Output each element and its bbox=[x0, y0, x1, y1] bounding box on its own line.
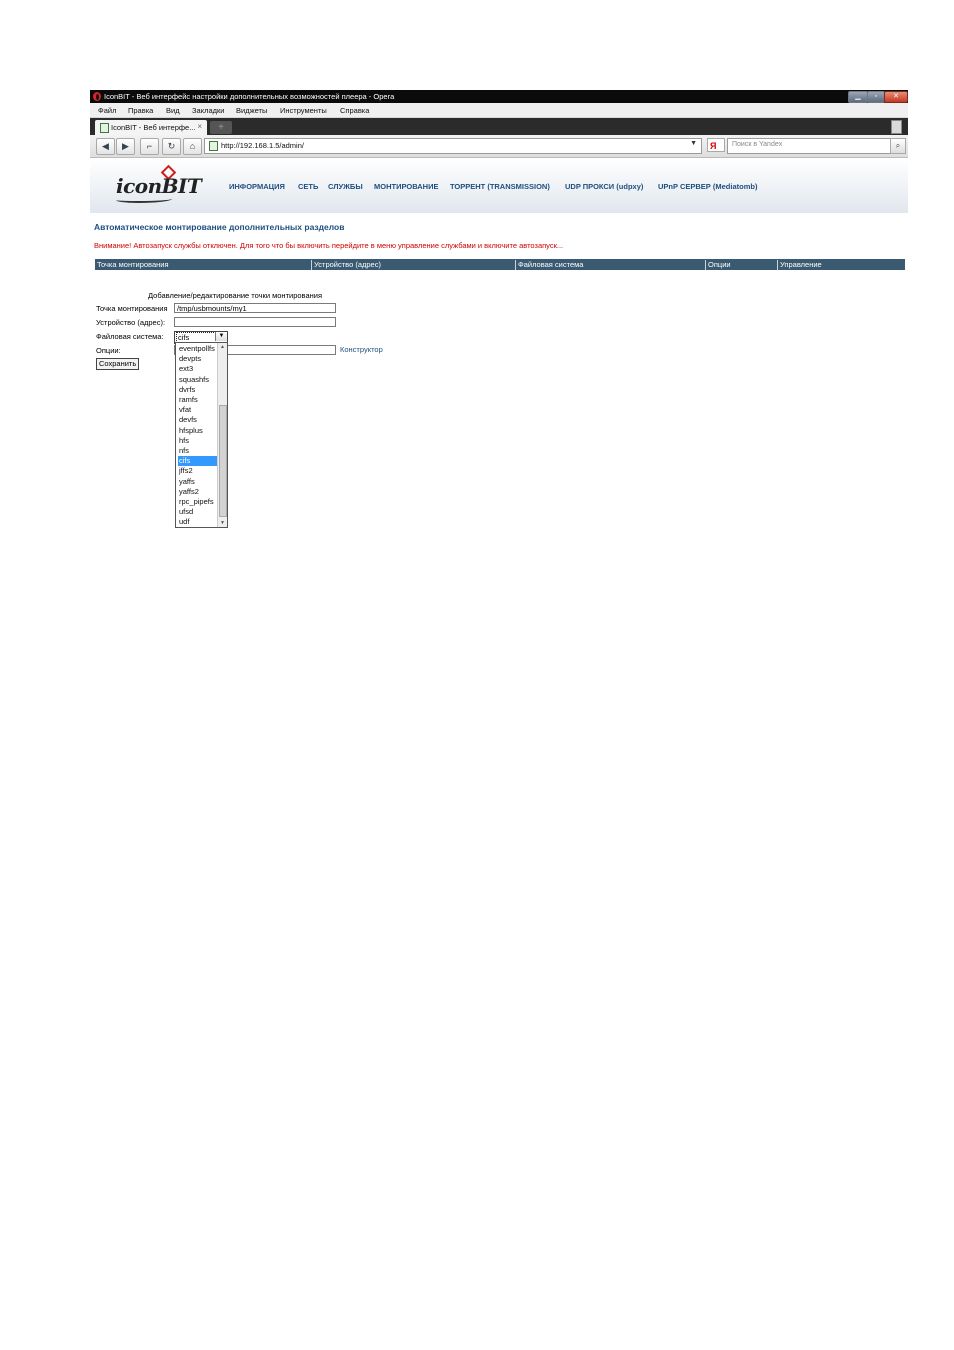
menu-bar bbox=[90, 103, 908, 118]
filesystem-option[interactable]: cifs bbox=[178, 456, 217, 466]
filesystem-selected-value: cifs bbox=[176, 332, 216, 343]
filesystem-option[interactable]: hfs bbox=[179, 435, 190, 445]
filesystem-option[interactable]: ext3 bbox=[179, 364, 194, 374]
nav-network[interactable]: СЕТЬ bbox=[298, 182, 319, 191]
address-url: http://192.168.1.5/admin/ bbox=[221, 141, 304, 150]
col-filesystem: Файловая система bbox=[515, 260, 705, 270]
address-dropdown-icon[interactable]: ▼ bbox=[690, 140, 697, 147]
navigation-bar bbox=[90, 135, 908, 158]
mount-point-input[interactable]: /tmp/usbmounts/my1 bbox=[174, 303, 336, 313]
search-icon[interactable]: ⌕ bbox=[890, 138, 906, 154]
filesystem-option[interactable]: ramfs bbox=[179, 395, 198, 404]
nav-torrent[interactable]: ТОРРЕНТ (TRANSMISSION) bbox=[450, 182, 550, 191]
mount-point-label: Точка монтирования bbox=[96, 304, 168, 313]
form-title: Добавление/редактирование точки монтирования bbox=[148, 291, 323, 300]
site-header bbox=[90, 158, 908, 213]
filesystem-option[interactable]: devpts bbox=[179, 354, 202, 364]
forward-button[interactable]: ▶ bbox=[116, 138, 135, 155]
device-input[interactable] bbox=[174, 317, 336, 327]
window-title: IconBIT - Веб интерфейс настройки дополнительных возможностей плеера - Opera bbox=[104, 92, 395, 101]
tab-bar bbox=[90, 118, 908, 135]
logo-swoosh-icon bbox=[116, 196, 172, 203]
tab-title: IconBIT - Веб интерфе... bbox=[111, 123, 196, 132]
filesystem-option[interactable]: squashfs bbox=[179, 374, 210, 384]
menu-edit[interactable]: Правка bbox=[128, 106, 154, 115]
address-favicon-icon bbox=[209, 141, 218, 151]
reload-button[interactable]: ↻ bbox=[162, 138, 181, 155]
back-button[interactable]: ◀ bbox=[96, 138, 115, 155]
filesystem-option[interactable]: udf bbox=[179, 517, 190, 527]
nav-udpxy[interactable]: UDP ПРОКСИ (udpxy) bbox=[565, 182, 644, 191]
scrollbar-thumb[interactable] bbox=[219, 405, 227, 517]
menu-bookmarks[interactable]: Закладки bbox=[192, 106, 225, 115]
menu-widgets[interactable]: Виджеты bbox=[236, 106, 268, 115]
address-bar[interactable] bbox=[204, 138, 702, 154]
page-favicon-icon bbox=[100, 123, 109, 133]
maximize-button[interactable]: ▫ bbox=[867, 91, 885, 103]
menu-tools[interactable]: Инструменты bbox=[280, 106, 327, 115]
filesystem-option[interactable]: yaffs2 bbox=[179, 486, 199, 496]
close-window-button[interactable]: ✕ bbox=[884, 91, 908, 103]
nav-upnp[interactable]: UPnP СЕРВЕР (Mediatomb) bbox=[658, 182, 758, 191]
options-label: Опции: bbox=[96, 346, 121, 355]
device-label: Устройство (адрес): bbox=[96, 318, 166, 327]
page-content bbox=[90, 158, 908, 530]
chevron-down-icon[interactable]: ▼ bbox=[215, 332, 227, 341]
col-device: Устройство (адрес) bbox=[311, 260, 515, 270]
new-tab-button[interactable]: + bbox=[210, 121, 232, 134]
opera-logo-icon bbox=[93, 92, 101, 101]
filesystem-option[interactable]: devfs bbox=[179, 415, 197, 425]
filesystem-dropdown-list[interactable] bbox=[175, 342, 228, 528]
autostart-warning: Внимание! Автозапуск службы отключен. Для того что бы включить перейдите в меню управление службами и включите автозапуск... bbox=[94, 241, 564, 250]
filesystem-option[interactable]: jffs2 bbox=[179, 466, 193, 476]
filesystem-option[interactable]: yaffs bbox=[179, 476, 195, 486]
nav-mount[interactable]: МОНТИРОВАНИЕ bbox=[374, 182, 439, 191]
search-input[interactable] bbox=[727, 138, 891, 154]
yandex-engine-icon[interactable]: Я bbox=[707, 138, 725, 152]
wand-button[interactable]: ⌐ bbox=[140, 138, 159, 155]
filesystem-option[interactable]: nfs bbox=[179, 446, 190, 455]
nav-info[interactable]: ИНФОРМАЦИЯ bbox=[229, 182, 285, 191]
filesystem-option[interactable]: vfat bbox=[179, 405, 192, 415]
filesystem-option[interactable]: dvrfs bbox=[179, 384, 196, 394]
minimize-button[interactable]: ▁ bbox=[848, 91, 868, 103]
constructor-link[interactable]: Конструктор bbox=[340, 345, 383, 354]
site-logo[interactable]: iconBIT bbox=[116, 174, 202, 198]
search-placeholder: Поиск в Yandex bbox=[732, 141, 783, 148]
menu-file[interactable]: Файл bbox=[98, 106, 117, 115]
mounts-table-header bbox=[95, 259, 905, 270]
trash-icon[interactable] bbox=[891, 120, 902, 134]
title-bar bbox=[90, 90, 908, 103]
scroll-up-icon[interactable]: ▲ bbox=[220, 344, 225, 350]
col-actions: Управление bbox=[777, 260, 905, 270]
filesystem-option[interactable]: hfsplus bbox=[179, 425, 203, 435]
filesystem-option[interactable]: ufsd bbox=[179, 507, 194, 517]
browser-window bbox=[90, 90, 908, 530]
menu-help[interactable]: Справка bbox=[340, 106, 370, 115]
save-button[interactable]: Сохранить bbox=[96, 358, 139, 370]
col-mount-point: Точка монтирования bbox=[97, 260, 169, 269]
scroll-down-icon[interactable]: ▼ bbox=[220, 520, 225, 526]
filesystem-option[interactable]: eventpollfs bbox=[179, 344, 215, 353]
col-options: Опции bbox=[705, 260, 777, 270]
home-button[interactable]: ⌂ bbox=[183, 138, 202, 155]
filesystem-label: Файловая система: bbox=[96, 332, 164, 341]
page-title: Автоматическое монтирование дополнительных разделов bbox=[94, 222, 345, 232]
nav-services[interactable]: СЛУЖБЫ bbox=[328, 182, 363, 191]
tab-iconbit[interactable] bbox=[95, 120, 207, 135]
tab-close-icon[interactable]: × bbox=[197, 122, 202, 131]
menu-view[interactable]: Вид bbox=[166, 106, 180, 115]
filesystem-option[interactable]: rpc_pipefs bbox=[179, 497, 214, 506]
dropdown-scrollbar[interactable] bbox=[217, 343, 227, 527]
